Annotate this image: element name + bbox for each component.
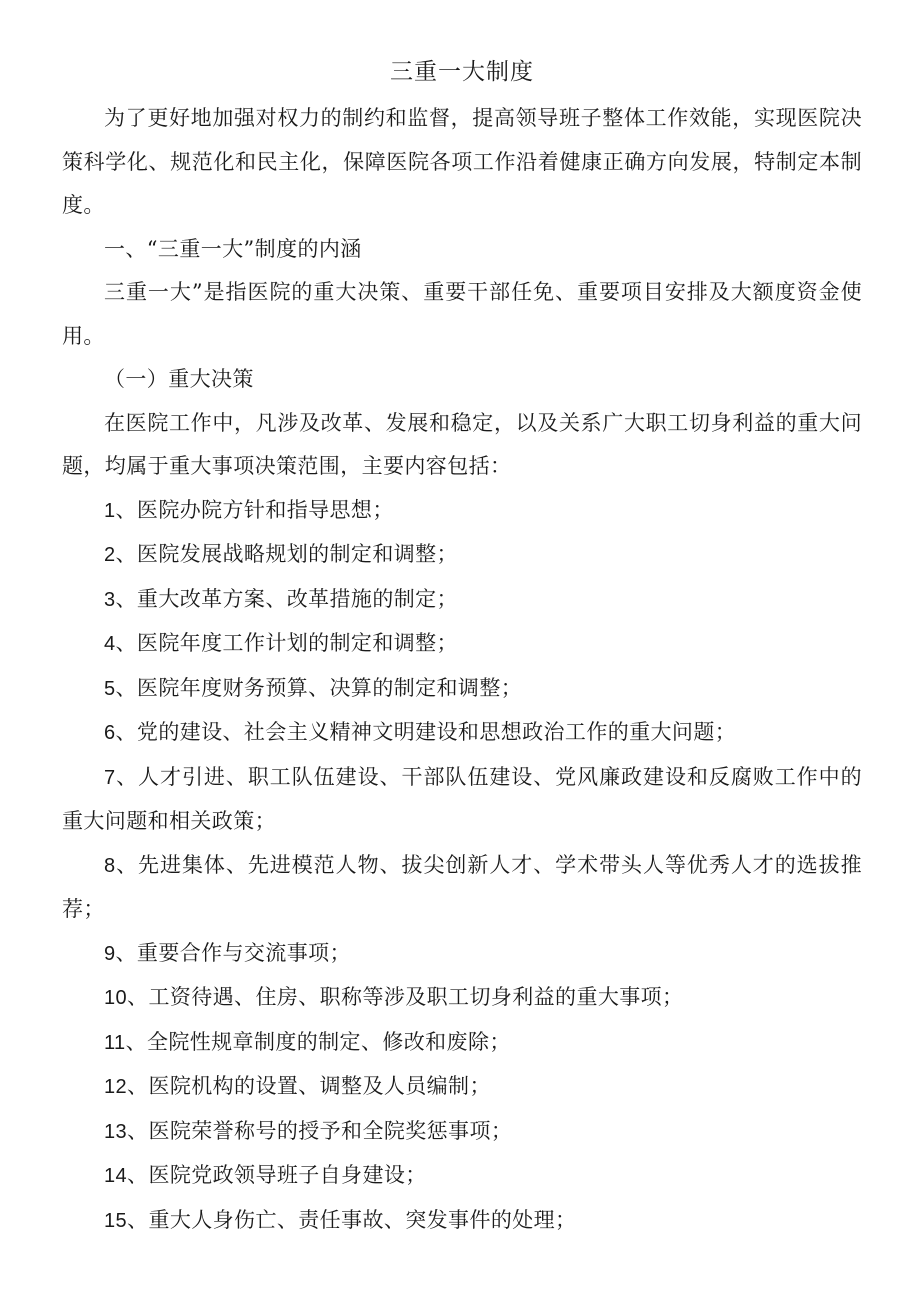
item-number: 1 [104,499,116,522]
list-item [62,489,862,534]
document-title: 三重一大制度 [390,59,534,85]
list-item [62,533,862,578]
item-number: 8 [104,854,116,877]
item-text: 、重大人身伤亡、责任事故、突发事件的处理； [127,1207,577,1232]
item-text: 、医院发展战略规划的制定和调整； [115,542,458,566]
decision-item-list [62,489,862,1244]
list-item [62,1110,862,1155]
list-item [62,976,862,1021]
item-number: 6 [104,722,116,744]
item-number: 5 [104,677,116,700]
list-item [62,622,862,667]
item-number: 10 [104,987,128,1009]
list-item [62,1021,862,1066]
list-item [62,756,862,844]
list-item [62,667,862,712]
item-number: 7 [104,766,116,789]
item-number: 11 [104,1031,126,1054]
item-text: 、医院荣誉称号的授予和全院奖惩事项； [127,1118,513,1143]
item-text: 、医院机构的设置、调整及人员编制； [127,1074,491,1098]
item-text: 、人才引进、职工队伍建设、干部队伍建设、党风廉政建设和反腐败工作中的重大问题和相关政策； [62,764,862,833]
list-item [62,844,862,932]
item-number: 12 [104,1076,128,1098]
item-text: 、先进集体、先进模范人物、拔尖创新人才、学术带头人等优秀人才的选拔推荐； [62,852,862,921]
item-text: 、医院年度财务预算、决算的制定和调整； [115,675,523,700]
item-number: 15 [104,1209,128,1232]
list-item [62,578,862,623]
subsection-1-heading: （一）重大决策 [104,367,254,391]
item-number: 14 [104,1165,128,1187]
list-item [62,932,862,977]
subsection-1-text: 在医院工作中，凡涉及改革、发展和稳定，以及关系广大职工切身利益的重大问题，均属于重大事项决策范围，主要内容包括： [62,410,862,478]
item-text: 、重要合作与交流事项； [115,940,351,965]
item-text: 、医院党政领导班子自身建设； [127,1163,427,1187]
item-number: 13 [104,1120,128,1143]
item-number: 3 [104,588,116,611]
item-number: 4 [104,633,116,655]
list-item [62,1065,862,1110]
item-text: 、医院年度工作计划的制定和调整； [115,631,458,655]
item-number: 2 [104,544,116,566]
item-text: 、党的建设、社会主义精神文明建设和思想政治工作的重大问题； [115,720,737,744]
list-item [62,1154,862,1199]
item-text: 、全院性规章制度的制定、修改和废除； [125,1029,511,1054]
list-item [62,711,862,756]
section-1-text: 三重一大”是指医院的重大决策、重要干部任免、重要项目安排及大额度资金使用。 [62,280,862,348]
item-number: 9 [104,942,116,965]
item-text: 、医院办院方针和指导思想； [115,497,394,522]
item-text: 、工资待遇、住房、职称等涉及职工切身利益的重大事项； [127,985,684,1009]
intro-paragraph: 为了更好地加强对权力的制约和监督，提高领导班子整体工作效能，实现医院决策科学化、规范化和民主化，保障医院各项工作沿着健康正确方向发展，特制定本制度。 [62,106,862,217]
section-1-heading: 一、“三重一大”制度的内涵 [104,236,362,261]
item-text: 、重大改革方案、改革措施的制定； [115,586,458,611]
list-item [62,1199,862,1244]
